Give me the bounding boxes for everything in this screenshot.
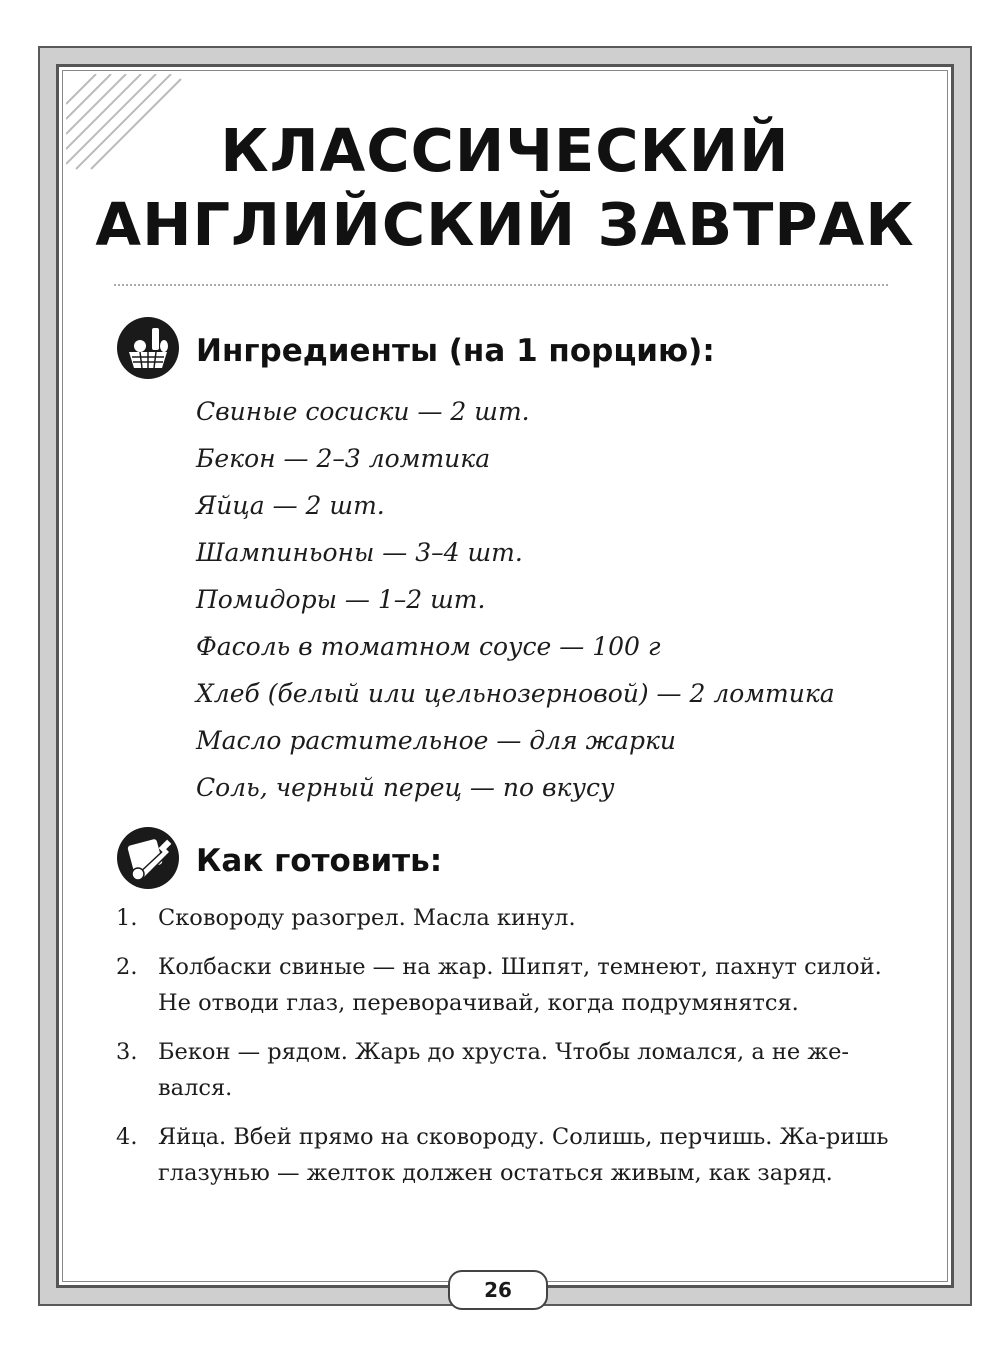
step-text: Сковороду разогрел. Масла кинул. [158, 905, 576, 931]
step-number: 2. [116, 954, 138, 980]
title-divider [114, 284, 888, 286]
list-item: Шампиньоны — 3–4 шт. [196, 538, 523, 567]
list-item: Помидоры — 1–2 шт. [196, 585, 486, 614]
basket-icon [116, 316, 180, 380]
ingredients-heading: Ингредиенты (на 1 порцию): [196, 333, 715, 369]
cutting-board-icon [116, 826, 180, 890]
list-item: Соль, черный перец — по вкусу [196, 773, 615, 802]
recipe-title-line-1: КЛАССИЧЕСКИЙ [220, 116, 790, 185]
list-item [116, 1119, 906, 1191]
list-item: Яйца — 2 шт. [196, 491, 385, 520]
ingredients-list [196, 388, 835, 811]
recipe-title [60, 114, 950, 262]
list-item: Фасоль в томатном соусе — 100 г [196, 632, 661, 661]
step-text: Колбаски свиные — на жар. Шипят, темнеют, пахнут силой. Не отводи глаз, переворачивай, когда подрумянятся. [158, 954, 882, 1016]
method-heading: Как готовить: [196, 843, 443, 879]
list-item [116, 900, 906, 936]
list-item [116, 949, 906, 1021]
list-item: Хлеб (белый или цельнозерновой) — 2 ломтика [196, 679, 835, 708]
list-item: Масло растительное — для жарки [196, 726, 676, 755]
step-text: Бекон — рядом. Жарь до хруста. Чтобы ломался, а не же-вался. [158, 1039, 849, 1101]
page-number: 26 [448, 1270, 548, 1310]
list-item: Бекон — 2–3 ломтика [196, 444, 491, 473]
step-number: 1. [116, 905, 138, 931]
method-steps [116, 900, 906, 1204]
step-number: 4. [116, 1124, 138, 1150]
step-text: Яйца. Вбей прямо на сковороду. Солишь, перчишь. Жа-ришь глазунью — желток должен остаться живым, как заряд. [158, 1124, 889, 1186]
list-item: Свиные сосиски — 2 шт. [196, 397, 530, 426]
list-item [116, 1034, 906, 1106]
recipe-title-line-2: АНГЛИЙСКИЙ ЗАВТРАК [95, 190, 915, 259]
step-number: 3. [116, 1039, 138, 1065]
